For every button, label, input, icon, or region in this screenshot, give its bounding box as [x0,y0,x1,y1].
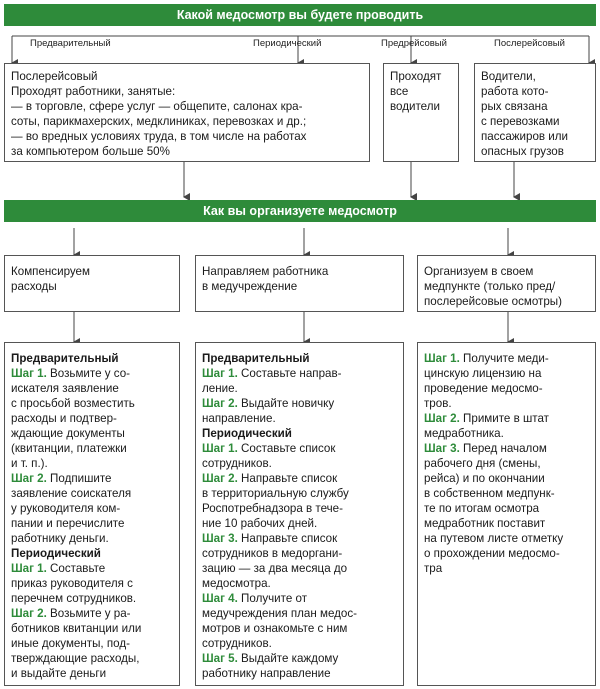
step-number-label: Шаг 5. [202,652,238,665]
step-item [202,591,397,651]
step-text: Выдайте каждому работнику направление [202,652,339,680]
step-text: Подпишите заявление соискателя у руководителя ком- пании и перечислите работнику деньги. [11,472,132,545]
step-text: Получите меди- цинскую лицензию на проведение медосмо- тров. [424,352,549,410]
step-item [202,651,397,681]
medical-exam-type-header: Какой медосмотр вы будете проводить [4,4,596,26]
step-number-label: Шаг 2. [424,412,460,425]
step-number-label: Шаг 3. [202,532,238,545]
type-label-pre-trip: Предрейсовый [381,38,447,49]
type-box-all-drivers: Проходят все водители [383,63,459,162]
step-text: Получите от медучреждения план медос- мотров и ознакомьте с ним сотрудников. [202,592,358,650]
step-number-label: Шаг 1. [11,562,47,575]
type-label-post-trip: Послерейсовый [494,38,565,49]
type-label-preliminary: Предварительный [30,38,111,49]
step-text: Составьте направ- ление. [202,367,342,395]
step-item [424,441,589,576]
step-text: Возьмите у ра- ботников квитанции или иные документы, под- тверждающие расходы, и выдайте деньги [11,607,142,680]
step-text: Возьмите у со- искателя заявление с просьбой возместить расходы и подтвер- ждающие документы (квитанции, платежки и т. п.). [11,367,135,470]
step-item [11,561,173,606]
step-item [202,531,397,591]
step-number-label: Шаг 3. [424,442,460,455]
step-item [424,351,589,411]
steps-column-clinic [195,342,404,686]
step-item [11,471,173,546]
step-item [202,471,397,531]
step-number-label: Шаг 1. [424,352,460,365]
step-number-label: Шаг 1. [202,442,238,455]
step-item [202,396,397,426]
step-number-label: Шаг 2. [202,472,238,485]
step-item [202,366,397,396]
organize-exam-header: Как вы организуете медосмотр [4,200,596,222]
step-number-label: Шаг 1. [11,367,47,380]
step-item [11,366,173,471]
step-text: Перед началом рабочего дня (смены, рейса) и по окончании в собственном медпунк- те по итогам осмотра медработник поставит на путевом листе отметку о прохождении медосмо- тра [424,442,564,575]
step-number-label: Шаг 1. [202,367,238,380]
exam-type-heading: Предварительный [202,352,310,365]
exam-type-heading: Предварительный [11,352,119,365]
exam-type-heading: Периодический [202,427,292,440]
step-number-label: Шаг 2. [202,397,238,410]
type-box-passenger-drivers: Водители, работа кото- рых связана с перевозками пассажиров или опасных грузов [474,63,596,162]
option-own-medical-post: Организуем в своем медпункте (только пред/ послерейсовые осмотры) [417,255,596,312]
type-box-post-trip-workers: Послерейсовый Проходят работники, занятые: — в торговле, сфере услуг — общепите, салонах кра- соты, парикмахерских, медклиниках, перевозках и др.; — во вредных условиях труда, в том числе на работах за компьютером больше 50% [4,63,370,162]
step-text: Составьте приказ руководителя с перечнем сотрудников. [11,562,137,605]
exam-type-heading: Периодический [11,547,101,560]
option-send-to-clinic: Направляем работника в медучреждение [195,255,404,312]
step-text: Направьте список в территориальную службу Роспотребнадзора в тече- ние 10 рабочих дней. [202,472,349,530]
steps-column-own-post [417,342,596,686]
step-text: Составьте список сотрудников. [202,442,336,470]
option-compensate-expenses: Компенсируем расходы [4,255,180,312]
step-item [202,441,397,471]
type-label-periodic: Периодический [253,38,322,49]
step-text: Направьте список сотрудников в медоргани- зацию — за два месяца до медосмотра. [202,532,348,590]
step-text: Примите в штат медработника. [424,412,549,440]
step-number-label: Шаг 2. [11,607,47,620]
step-item [11,606,173,681]
step-text: Выдайте новичку направление. [202,397,335,425]
steps-column-compensate [4,342,180,686]
step-number-label: Шаг 2. [11,472,47,485]
step-item [424,411,589,441]
step-number-label: Шаг 4. [202,592,238,605]
